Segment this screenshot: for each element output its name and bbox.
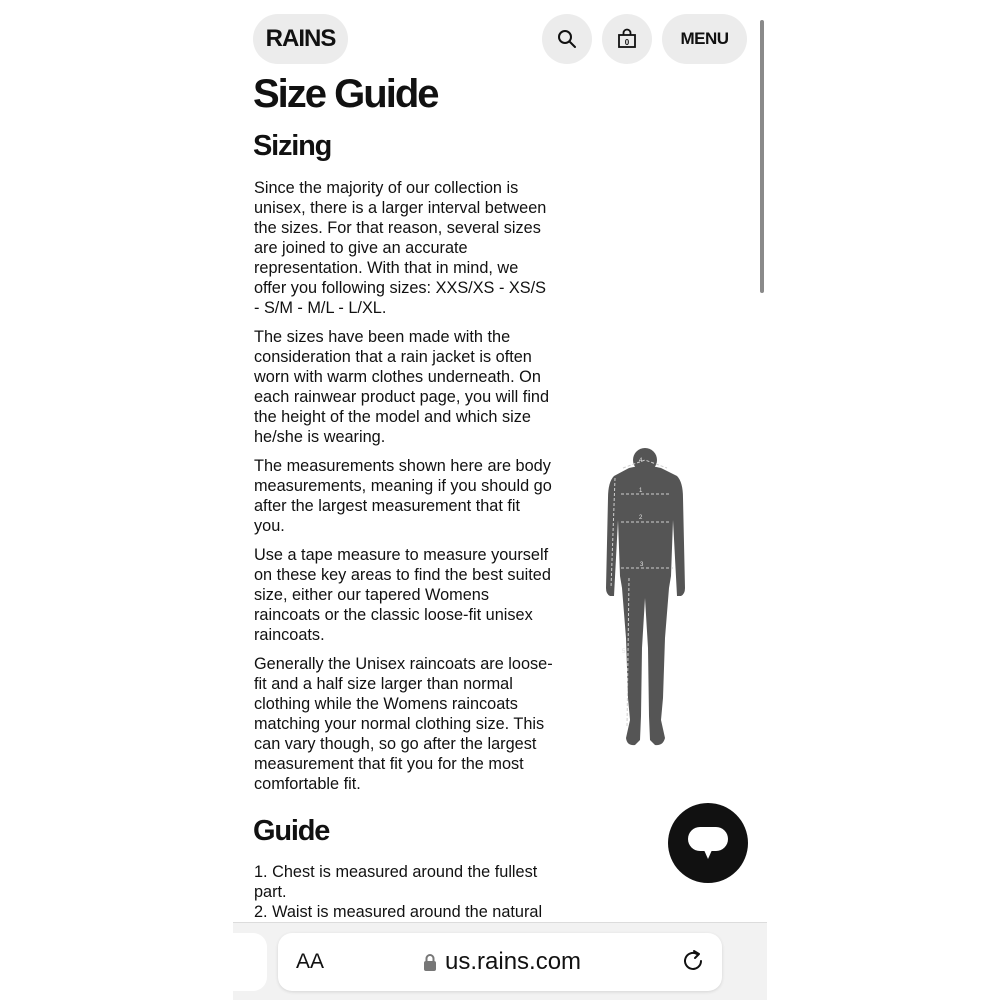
paragraph: Use a tape measure to measure yourself on these key areas to find the best suited size, either our tapered Womens raincoats or the classic loose-fit unisex raincoats. <box>254 546 551 644</box>
paragraph: Generally the Unisex raincoats are loose-fit and a half size larger than normal clothing while the Womens raincoats matching your normal clothing size. This can vary though, so go after the largest measurement that fit you for the most comfortable fit. <box>254 655 553 793</box>
mobile-viewport <box>233 0 767 1000</box>
marker-label: 5 <box>622 649 626 655</box>
text-size-button[interactable] <box>296 950 324 974</box>
marker-label: 2 <box>639 515 643 521</box>
marker-label: 1 <box>639 488 643 494</box>
guide-heading: Guide <box>253 815 330 847</box>
previous-tab[interactable] <box>233 933 267 991</box>
menu-button[interactable] <box>662 14 747 64</box>
search-button[interactable] <box>542 14 592 64</box>
marker-label: 4 <box>639 458 643 464</box>
logo-text: RAINS <box>265 25 336 52</box>
bag-count: 0 <box>624 38 630 47</box>
reload-icon[interactable] <box>680 948 706 974</box>
scrollbar[interactable] <box>760 20 764 293</box>
guide-list <box>254 862 554 922</box>
sizing-text <box>254 178 554 803</box>
paragraph: The sizes have been made with the consideration that a rain jacket is often worn with warm clothes underneath. On each rainwear product page, you will find the height of the model and which size he/she is wearing. <box>254 328 550 446</box>
search-icon <box>557 29 577 49</box>
browser-toolbar <box>233 922 767 1000</box>
bag-button[interactable] <box>602 14 652 64</box>
chat-button[interactable] <box>668 803 748 883</box>
sizing-heading: Sizing <box>253 130 332 162</box>
paragraph: The measurements shown here are body measurements, meaning if you should go after the largest measurement that fit you. <box>254 457 552 535</box>
rains-logo-button[interactable] <box>253 14 348 64</box>
page-title: Size Guide <box>253 72 438 116</box>
guide-item: 2. Waist is measured around the natural <box>254 903 543 921</box>
lock-icon <box>423 953 437 971</box>
address-bar[interactable] <box>278 933 722 991</box>
bag-icon <box>616 28 638 50</box>
marker-label: 3 <box>640 562 644 568</box>
guide-item: 1. Chest is measured around the fullest part. <box>254 863 538 901</box>
text-size-label: AA <box>296 950 325 973</box>
url-text: us.rains.com <box>445 948 582 975</box>
paragraph: Since the majority of our collection is unisex, there is a larger interval between the sizes. For that reason, several sizes are joined to give an accurate representation. With that in mind, we offer you following sizes: XXS/XS - XS/S - S/M - M/L - L/XL. <box>254 179 547 317</box>
chat-icon <box>686 823 730 863</box>
menu-label: MENU <box>680 29 729 48</box>
body-measurement-figure <box>593 448 698 753</box>
url-display[interactable] <box>423 948 581 976</box>
